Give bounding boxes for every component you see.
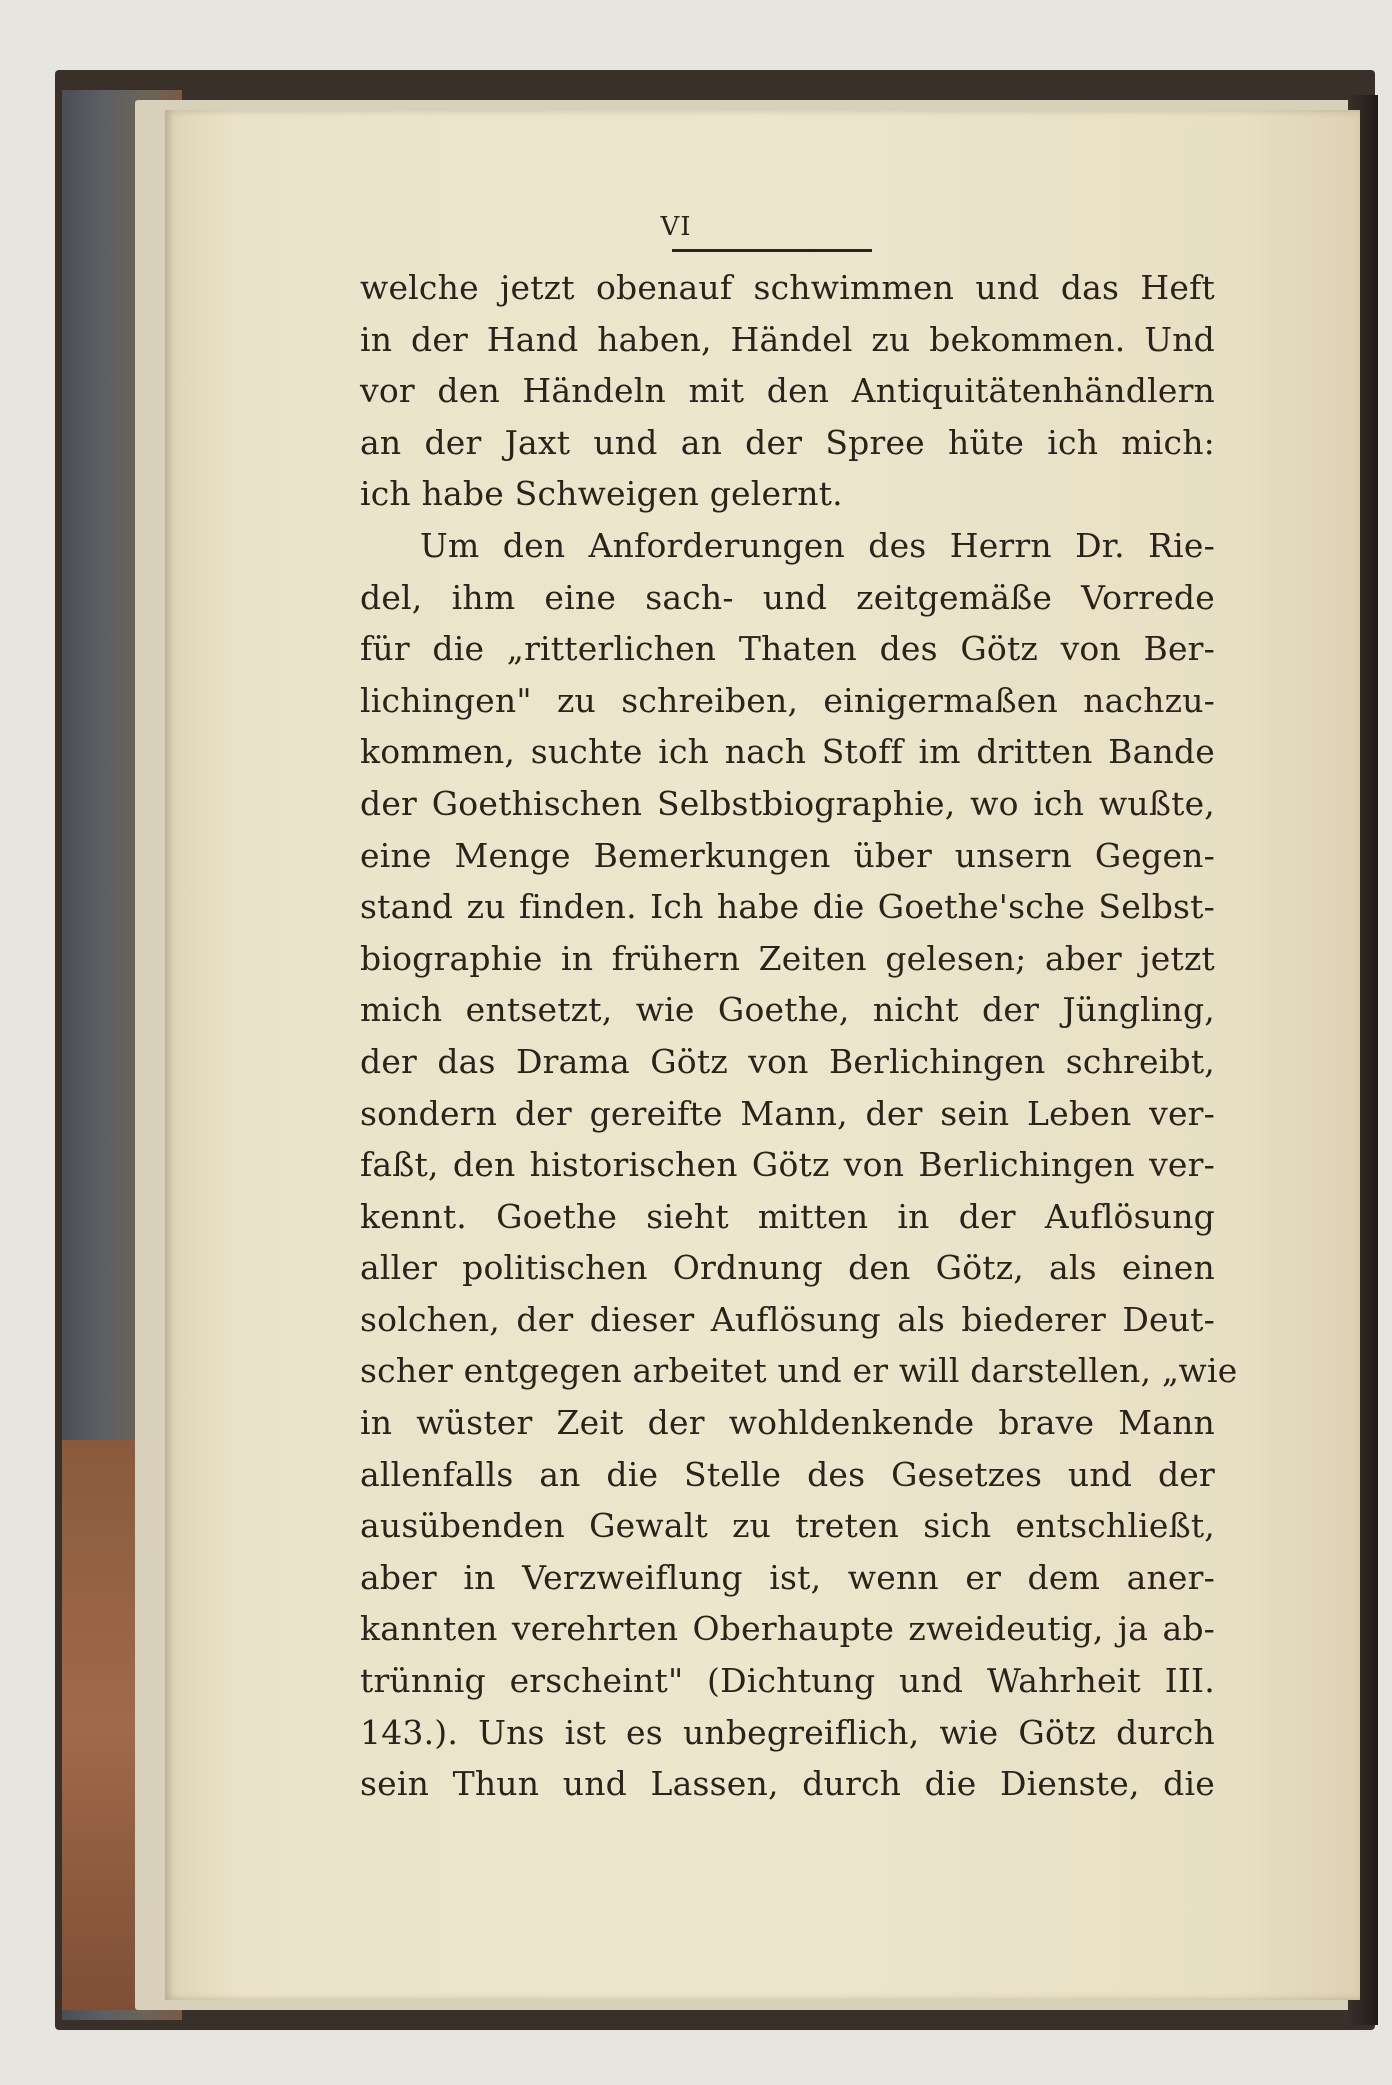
text-line: Um den Anforderungen des Herrn Dr. Rie- (420, 525, 1215, 565)
text-line: welche jetzt obenauf schwimmen und das Heft (360, 268, 1215, 307)
text-line: trünnig erscheint" (Dichtung und Wahrheit III. (360, 1661, 1215, 1701)
text-line: in der Hand haben, Händel zu bekommen. Und (360, 319, 1215, 359)
text-line: aber in Verzweiflung ist, wenn er dem aner- (360, 1557, 1215, 1597)
text-line: aller politischen Ordnung den Götz, als einen (360, 1248, 1215, 1288)
text-line: sondern der gereifte Mann, der sein Leben ver- (360, 1093, 1215, 1133)
text-line: für die „ritterlichen Thaten des Götz von Ber- (360, 629, 1215, 669)
text-line: faßt, den historischen Götz von Berlichingen ver- (360, 1145, 1215, 1185)
text-line: vor den Händeln mit den Antiquitätenhändlern (360, 371, 1215, 411)
text-line: kannten verehrten Oberhaupte zweideutig, ja ab- (360, 1609, 1215, 1649)
text-line: biographie in frühern Zeiten gelesen; aber jetzt (360, 938, 1215, 978)
text-line: lichingen" zu schreiben, einigermaßen nachzu- (360, 680, 1215, 720)
header-rule (672, 249, 872, 252)
body-text (360, 262, 1238, 1810)
text-line: allenfalls an die Stelle des Gesetzes und der (360, 1454, 1215, 1494)
text-line: ausübenden Gewalt zu treten sich entschließt, (360, 1506, 1215, 1546)
text-line: der das Drama Götz von Berlichingen schreibt, (360, 1041, 1215, 1081)
text-line: 143.). Uns ist es unbegreiflich, wie Götz durch (360, 1712, 1215, 1752)
page-number: VI (660, 212, 692, 242)
text-line: der Goethischen Selbstbiographie, wo ich wußte, (360, 783, 1215, 823)
text-line: del, ihm eine sach- und zeitgemäße Vorrede (360, 577, 1215, 617)
text-line: scher entgegen arbeitet und er will darstellen, „wie (360, 1351, 1238, 1391)
text-line: eine Menge Bemerkungen über unsern Gegen- (360, 835, 1215, 875)
text-line: stand zu finden. Ich habe die Goethe'sche Selbst- (360, 887, 1215, 927)
text-line: solchen, der dieser Auflösung als biederer Deut- (360, 1299, 1215, 1339)
text-line: kennt. Goethe sieht mitten in der Auflösung (360, 1196, 1215, 1236)
text-line: an der Jaxt und an der Spree hüte ich mich: (360, 422, 1215, 462)
text-line: mich entsetzt, wie Goethe, nicht der Jüngling, (360, 990, 1215, 1030)
text-line: kommen, suchte ich nach Stoff im dritten Bande (360, 732, 1215, 772)
text-line: sein Thun und Lassen, durch die Dienste, die (360, 1764, 1215, 1804)
text-line: in wüster Zeit der wohldenkende brave Mann (360, 1403, 1215, 1443)
text-line: ich habe Schweigen gelernt. (360, 474, 843, 514)
